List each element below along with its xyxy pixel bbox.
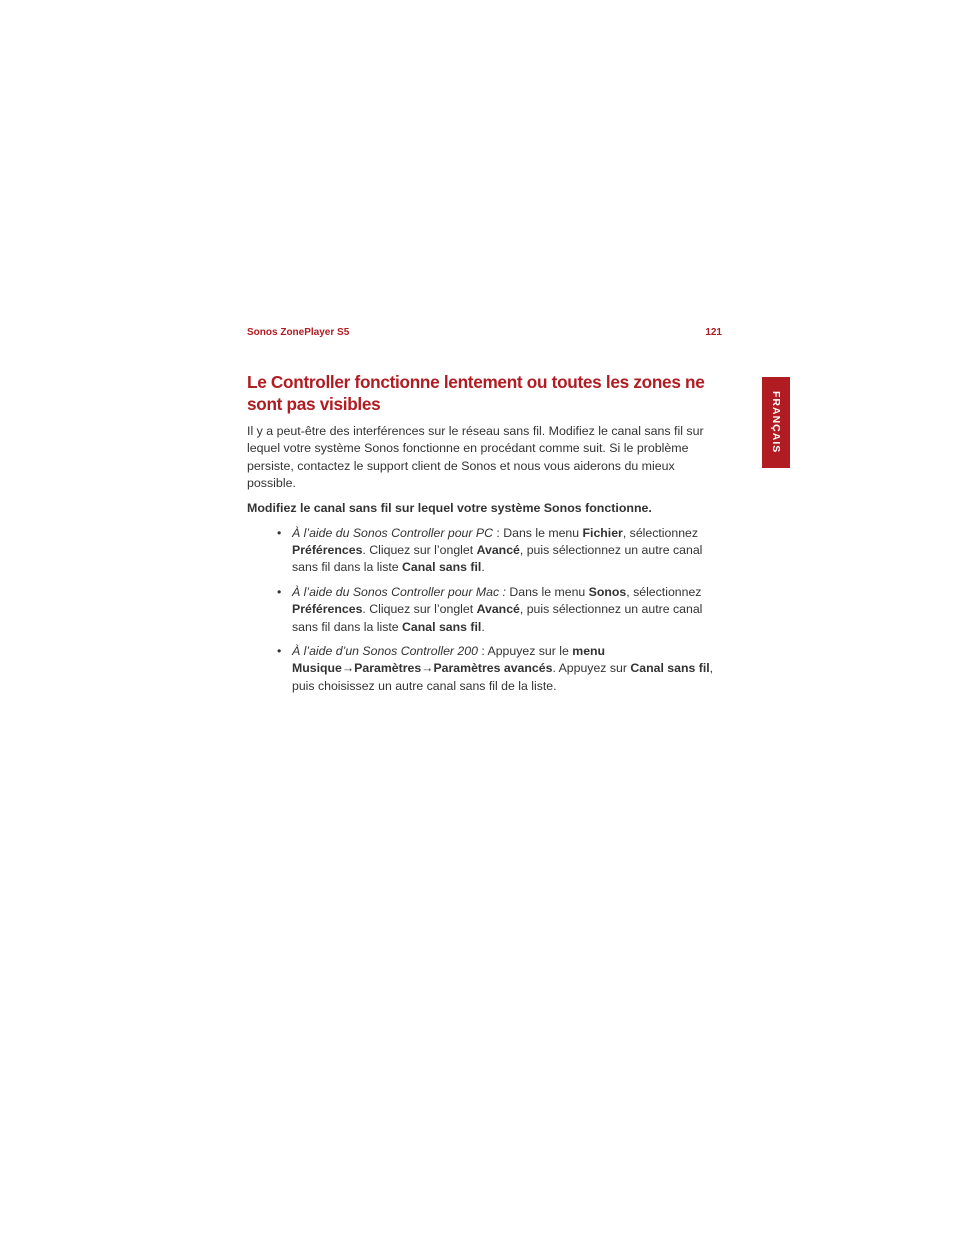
header-title: Sonos ZonePlayer S5 — [247, 327, 350, 338]
language-tab — [762, 377, 790, 468]
bullet: • — [277, 525, 282, 540]
page-header — [247, 327, 722, 343]
bullet: • — [277, 584, 282, 599]
procedure-title: Modifiez le canal sans fil sur lequel votre système Sonos fonctionne. — [247, 500, 652, 515]
list-item: • À l’aide d’un Sonos Controller 200 : Appuyez sur le menu Musique→Paramètres→Paramètres avancés. Appuyez sur Canal sans fil, puis choisissez un autre canal sans fil de la liste. — [277, 644, 714, 693]
section-heading: Le Controller fonctionne lentement ou toutes les zones ne sont pas visibles — [247, 372, 705, 414]
list-item: • À l’aide du Sonos Controller pour PC : Dans le menu Fichier, sélectionnez Préférences. Cliquez sur l’onglet Avancé, puis sélectionnez un autre canal sans fil dans la liste Canal sans fil. — [277, 525, 703, 575]
intro-paragraph: Il y a peut-être des interférences sur le réseau sans fil. Modifiez le canal sans fil sur lequel votre système Sonos fonctionne en procédant comme suit. Si le problème persiste, contactez le support client de Sonos et nous vous aiderons du mieux possible. — [247, 424, 704, 491]
page-number: 121 — [705, 327, 722, 338]
steps-list — [247, 525, 722, 696]
language-tab-label: FRANÇAIS — [770, 391, 782, 454]
section-content — [247, 371, 722, 702]
list-item: • À l’aide du Sonos Controller pour Mac : Dans le menu Sonos, sélectionnez Préférences. Cliquez sur l’onglet Avancé, puis sélectionnez un autre canal sans fil dans la liste Canal sans fil. — [277, 584, 703, 634]
bullet: • — [277, 644, 282, 659]
